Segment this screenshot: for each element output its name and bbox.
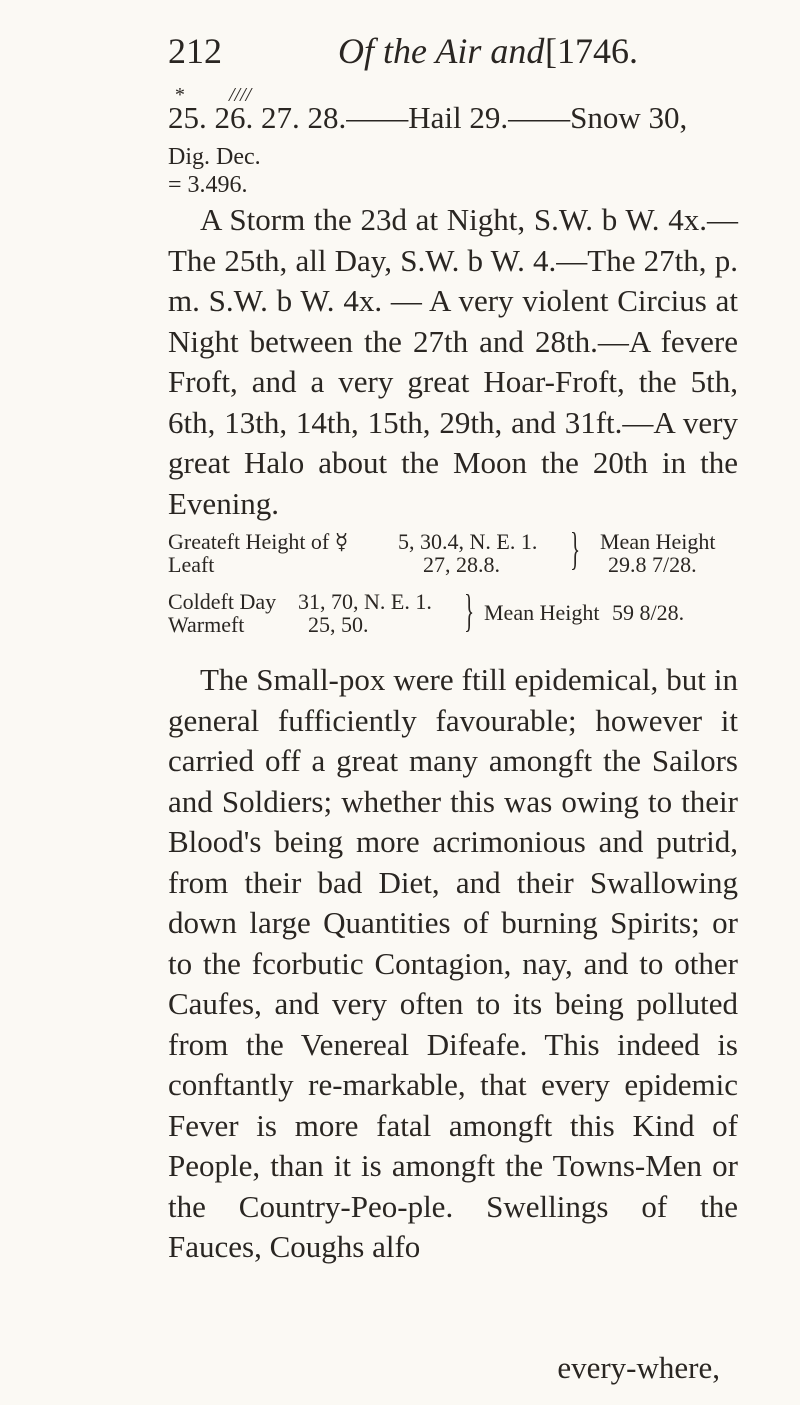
catchword: every-where, [557, 1350, 720, 1385]
table-row [168, 553, 748, 576]
barometer-thermometer-table [168, 523, 748, 637]
storm-paragraph: A Storm the 23d at Night, S.W. b W. 4x.— The 25th, all Day, S.W. b W. 4.—The 27th, p. m. S.W. b W. 4x. — A very violent Circius at Night between the 27th and 28th.—A fevere Froft, and a very great Hoar-Froft, the 5th, 6th, 13th, 14th, 15th, 29th, and 31ft.—A very great Halo about the Moon the 20th in the Evening. [168, 202, 738, 521]
mean-height-label-1: Mean Height [600, 529, 716, 554]
mean-height-label-2: Mean Height [484, 600, 600, 625]
mark-strokes: //// [229, 84, 252, 106]
least-height-values: 27, 28.8. [423, 552, 500, 577]
running-header [168, 30, 638, 80]
warmest-day-label: Warmeft [168, 612, 245, 637]
running-title: Of the Air and [338, 31, 545, 71]
reading-line: = 3.496. [168, 172, 248, 198]
least-height-label: Leaft [168, 552, 215, 577]
page-number: 212 [168, 31, 222, 71]
greatest-height-label: Greateft Height of ☿ [168, 529, 349, 554]
greatest-height-values: 5, 30.4, N. E. 1. [398, 529, 538, 554]
weather-line: 25. 26. 27. 28.——Hail 29.——Snow 30, [168, 100, 688, 135]
coldest-day-label: Coldeft Day [168, 589, 277, 614]
mean-height-value-2: 59 8/28. [612, 600, 685, 625]
mark-star: * [174, 84, 184, 106]
brace-2: } [464, 585, 475, 636]
brace-1: } [570, 523, 581, 574]
mean-height-value-1: 29.8 7/28. [608, 552, 697, 577]
table-row [168, 530, 748, 553]
coldest-day-values: 31, 70, N. E. 1. [298, 589, 432, 614]
header-year: [1746. [545, 31, 638, 71]
warmest-day-values: 25, 50. [308, 612, 369, 637]
smallpox-paragraph: The Small-pox were ftill epidemical, but in general fufficiently favourable; however it carried off a great many amongft the Sailors and Soldiers; whether this was owing to their Blood's being more acrimonious and putrid, from their bad Diet, and their Swallowing down large Quantities of burning Spirits; or to the fcorbutic Contagion, nay, and to other Caufes, and very often to its being polluted from the Venereal Difeafe. This indeed is conftantly re-markable, that every epidemic Fever is more fatal amongft this Kind of People, than it is amongft the Towns-Men or the Country-Peo-ple. Swellings of the Fauces, Coughs alfo [168, 662, 738, 1264]
dig-line: Dig. Dec. [168, 144, 261, 170]
